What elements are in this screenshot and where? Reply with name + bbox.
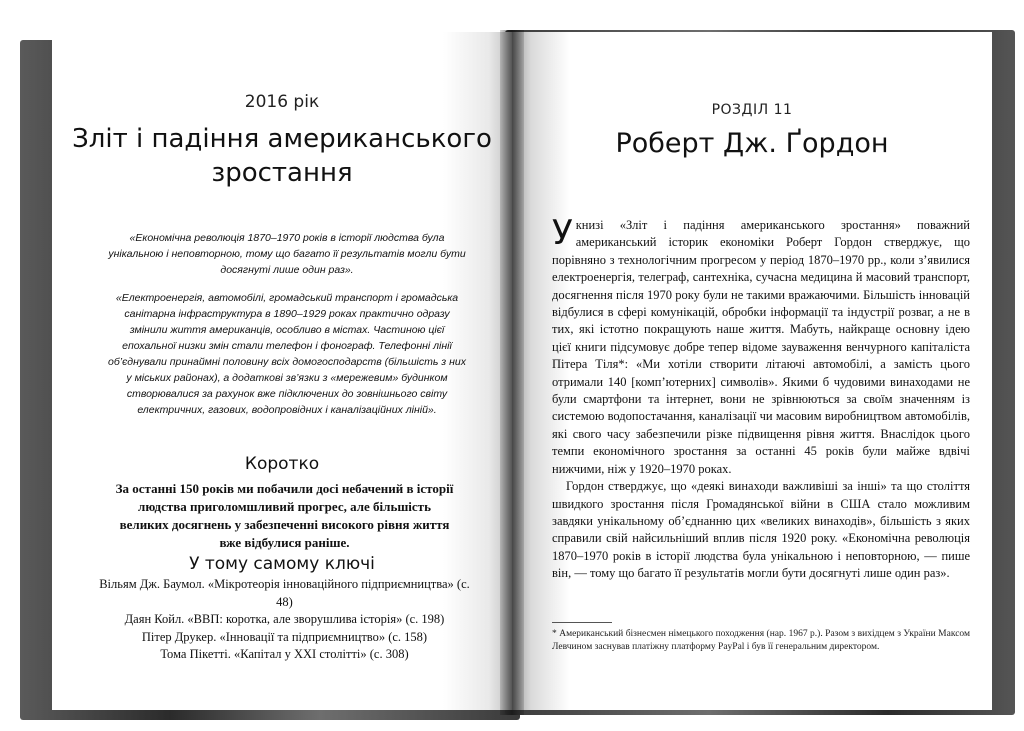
footnote: * Американський бізнесмен німецького походження (нар. 1967 р.). Разом з вихідцем з України Максом Левчином заснував платіжну платформу PayPal і був її генеральним директором. bbox=[552, 629, 970, 652]
spine-shadow bbox=[500, 30, 524, 715]
paragraph-1-text: книзі «Зліт і падіння американського зростання» поважний американський історик економіки Роберт Гордон стверджує, що порівняно з технологічним прогресом у період 1870–1970 рр., коли з’явилися електроенергія, телеграф, сантехніка, сучасна медицина й масовий транспорт, досягнення після 1970 року були не такими вражаючими. Більшість інновацій відбулися в сфері комунікацій, обробки інформації та індустрії розваг, а не в тих, які істотно покращують наше життя. Мабуть, найкраще основну ідею цієї книги підсумовує добре тепер відоме зауваження венчурного капіталіста Пітера Тіля*: «Ми хотіли створити літаючі автомобілі, а замість цього отримали 140 [комп’ютерних] символів». Якими б чудовими винаходами не були смартфони та інтернет, вони не зрівнюються за своїм значенням із системою водопостачання, каналізації чи масовим виробництвом автомобілів, які свого часу забезпечили різке підвищення рівня життя. Внаслідок цього темпи економічного зростання за останні 45 років були майже вдвічі нижчими, ніж у 1920–1970 роках. bbox=[552, 218, 970, 476]
chapter-title: Роберт Дж. Ґордон bbox=[615, 128, 889, 159]
right-page bbox=[512, 32, 992, 710]
publication-year: 2016 рік bbox=[244, 92, 320, 112]
quote-2: «Електроенергія, автомобілі, громадський транспорт і громадська санітарна інфраструктура в 1890–1929 роках практично одразу змінили життя американців, особливо в містах. Частиною цієї епохальної низки змін стали телефон і фонограф. Телефонні лінії об’єднували принаймні половину всіх домогосподарств (більшість з них у міських районах), а додаткові зв’язки з «мережевим» будинком створювалися за рахунок вже підключених до зовнішнього світу електричних, газових, водопровідних і каналізаційних ліній». bbox=[108, 292, 466, 416]
related-item: Даян Койл. «ВВП: коротка, але зворушлива історія» (с. 198) bbox=[124, 612, 445, 626]
related-list bbox=[92, 576, 477, 664]
book-title: Зліт і падіння американського зростання bbox=[72, 124, 492, 188]
briefly-summary: За останні 150 років ми побачили досі небачений в історії людства приголомшливий прогрес, але більшість великих досягнень у забезпеченні високого рівня життя вже відбулися раніше. bbox=[115, 481, 454, 550]
left-page bbox=[52, 32, 512, 710]
chapter-label: РОЗДІЛ 11 bbox=[711, 102, 793, 118]
body-text bbox=[552, 213, 970, 583]
briefly-heading: Коротко bbox=[244, 454, 320, 474]
paragraph-1 bbox=[552, 213, 970, 478]
related-heading: У тому самому ключі bbox=[189, 554, 375, 574]
paragraph-2: Гордон стверджує, що «деякі винаходи важливіші за інші» та що століття швидкого зростання після Громадянської війни в США стало можливим завдяки унікальному об’єднанню цих «великих винаходів», більшість з яких справили свій найсильніший вплив після 1920 року. «Економічна революція 1870–1970 років в історії людства була унікальною і неповторною, — пише він, — тому що багато її результатів могли бути досягнуті лише один раз». bbox=[552, 479, 970, 581]
related-item: Вільям Дж. Баумол. «Мікротеорія інноваційного підприємництва» (с. 48) bbox=[99, 577, 470, 609]
quote-1: «Економічна революція 1870–1970 років в історії людства була унікальною і неповторною, тому що багато її результатів могли бути досягнуті лише один раз». bbox=[108, 232, 466, 276]
related-item: Тома Пікетті. «Капітал у XXI столітті» (с. 308) bbox=[160, 647, 409, 661]
related-item: Пітер Друкер. «Інновації та підприємництво» (с. 158) bbox=[141, 629, 428, 644]
footnote-rule bbox=[552, 622, 612, 623]
drop-cap: У bbox=[552, 213, 573, 253]
